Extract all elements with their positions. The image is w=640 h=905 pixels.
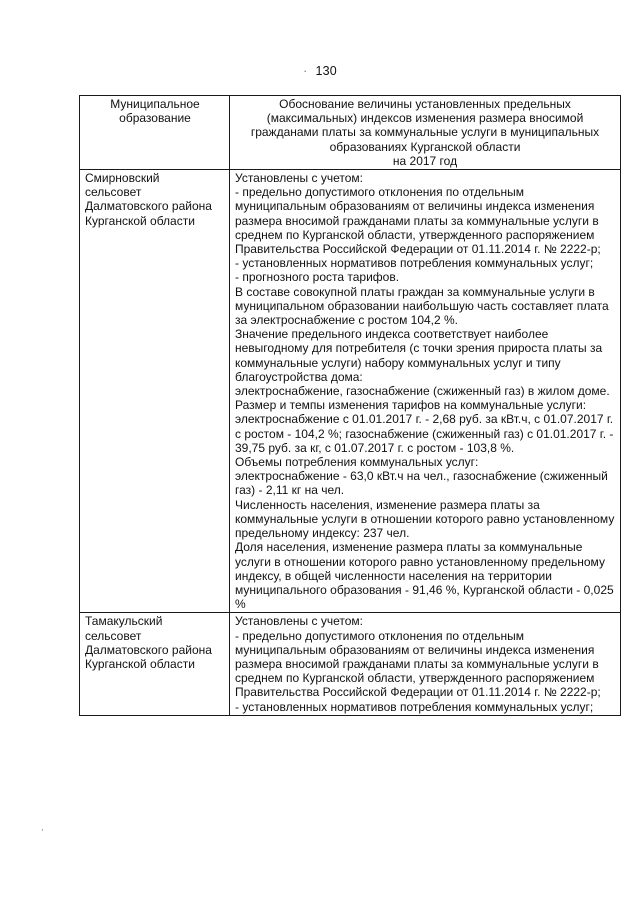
scan-artifact-mark: , <box>41 822 44 832</box>
justification-line: Доля населения, изменение размера платы за коммунальные услуги в отношении которого равно установленному предельному индексу, в общей численности населения на территории муниципального образования - 91,46 %, Курганской области - 0,025 % <box>235 540 614 612</box>
justification-line: Значение предельного индекса соответствует наиболее невыгодному для потребителя (с точки зрения прироста платы за коммунальные услуги) набору коммунальных услуг и типу благоустройства дома: <box>235 327 603 384</box>
page-number-text: 130 <box>315 64 337 78</box>
justification-line: В составе совокупной платы граждан за коммунальные услуги в муниципальном образовании наибольшую часть составляет плата за электроснабжение с ростом 104,2 %. <box>235 284 609 328</box>
header-justification: Обоснование величины установленных предельных (максимальных) индексов изменения размера вносимой гражданами платы за коммунальные услуги в муниципальных образованиях Курганской области на 2017 год <box>230 96 621 170</box>
justification-line: Установлены с учетом: <box>235 171 363 186</box>
scan-tick-mark: · <box>303 64 308 78</box>
justification-line: Численность населения, изменение размера платы за коммунальные услуги в отношении которого равно установленному предельному индексу: 237 чел. <box>235 497 615 541</box>
justification-line: - предельно допустимого отклонения по отдельным муниципальным образованиям от величины индекса изменения размера вносимой гражданами платы за коммунальные услуги в среднем по Курганской области, утвержденного распоряжением Правительства Российской Федерации от 01.11.2014 г. № 2222-р; <box>235 185 601 257</box>
justification-line: Размер и темпы изменения тарифов на коммунальные услуги: <box>235 398 587 413</box>
municipality-cell: Тамакульский сельсовет Далматовского района Курганской области <box>80 613 230 715</box>
justification-line: электроснабжение с 01.01.2017 г. - 2,68 руб. за кВт.ч, с 01.07.2017 г. с ростом - 104,2 %; газоснабжение (сжиженный газ) с 01.01.2017 г. - 39,75 руб. за кг, с 01.07.2017 г. с ростом - 103,8 %. <box>235 412 614 455</box>
justification-line: Установлены с учетом: <box>235 614 363 629</box>
justification-line: - установленных нормативов потребления коммунальных услуг; <box>235 699 594 714</box>
municipality-cell: Смирновский сельсовет Далматовского района Курганской области <box>80 170 230 613</box>
justification-line: Объемы потребления коммунальных услуг: <box>235 455 479 470</box>
header-municipality: Муниципальное образование <box>80 96 230 170</box>
table-header-row <box>80 96 621 170</box>
table-row <box>80 613 621 715</box>
page-number <box>0 64 640 78</box>
justification-line: электроснабжение, газоснабжение (сжиженный газ) в жилом доме. <box>235 384 610 399</box>
justification-line: - прогнозного роста тарифов. <box>235 270 400 285</box>
justification-line: - установленных нормативов потребления коммунальных услуг; <box>235 256 594 271</box>
justification-cell <box>230 613 621 715</box>
table-row <box>80 170 621 613</box>
justification-line: электроснабжение - 63,0 кВт.ч на чел., газоснабжение (сжиженный газ) - 2,11 кг на чел. <box>235 469 608 498</box>
justification-table <box>79 95 621 716</box>
justification-cell <box>230 170 621 613</box>
justification-line: - предельно допустимого отклонения по отдельным муниципальным образованиям от величины индекса изменения размера вносимой гражданами платы за коммунальные услуги в среднем по Курганской области, утвержденного распоряжением Правительства Российской Федерации от 01.11.2014 г. № 2222-р; <box>235 628 601 700</box>
